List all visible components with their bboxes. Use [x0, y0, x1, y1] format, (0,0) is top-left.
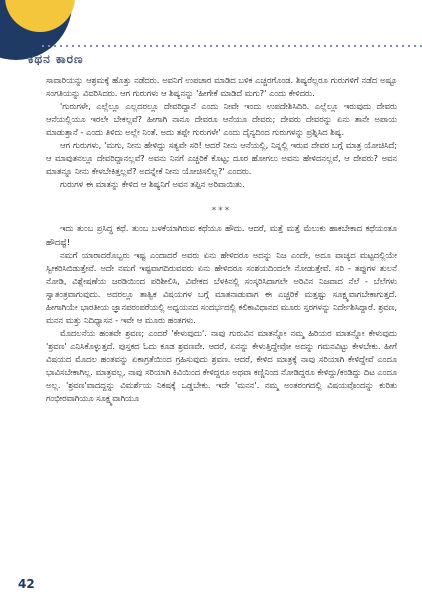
paragraph: 'ಗುರುಗಳೇ, ಎಲ್ಲೆಲ್ಲೂ ಎಲ್ಲದರಲ್ಲೂ ದೇವರಿದ್ದಾನೆ ಎಂದು ನೀವೇ ಇಂದು ಉಪದೇಶಿಸಿದಿರಿ. ಎಲ್ಲೆಲ್ಲೂ ಇರುವುದು ದೇವರು ಆನೆಯಲ್ಲಿಯೂ ಇರಲೇ ಬೇಕಲ್ಲವೆ? ಹೀಗಾಗಿ ನಾನೂ ದೇವರೂ ಆನೆಯೂ ದೇವರು; ದೇವರು ದೇವರನ್ನು ಏನು ತಾನೇ ಅಪಾಯ ಮಾಡುತ್ತಾನೆ - ಎಂದು ತಿಳಿದು ಅಲ್ಲೇ ನಿಂತೆ. ಅದು ತಪ್ಪೇ ಗುರುಗಳೇ' ಎಂದು ದೈನ್ಯದಿಂದ ಗುರುಗಳನ್ನು ಪ್ರಶ್ನಿಸಿದ ಶಿಷ್ಯ.: [46, 101, 397, 138]
page-number: 42: [18, 577, 35, 591]
paragraph: ಮೊದಲನೆಯ ಹಂತವೇ ಶ್ರವಣ; ಎಂದರೆ 'ಕೇಳುವುದು'. ನಾವು ಗುರುವಿನ ಮಾತನ್ನೋ ನಮ್ಮ ಹಿರಿಯರ ಮಾತನ್ನೋ ಕೇಳುವುದು 'ಶ್ರವಣ' ಎನಿಸಿಕೊಳ್ಳುತ್ತದೆ. ಪುಸ್ತಕದ ಓದು ಕೂಡ ಶ್ರವಣವೇ. ಆದರೆ, ಏನನ್ನು ಕೇಳುತ್ತಿದ್ದೇವೋ ಅದನ್ನು ಗಮನವಿಟ್ಟು ಕೇಳಬೇಕು. ಹೀಗೆ ವಿಷಯದ ಮೊದಲ ಹಂತವನ್ನು ಏಕಾಗ್ರತೆಯಿಂದ ಗ್ರಹಿಸುವುದು ಶ್ರವಣ. ಆದರೆ, ಕೇಳಿದ ಮಾತ್ರಕ್ಕೆ ನಾವು ಸರಿಯಾಗಿ ಕೇಳಿದ್ದೇವೆ ಎಂದೂ ಭಾವಿಸಬೇಕಾಗಿಲ್ಲ. ಮಾತ್ರವಲ್ಲ, ನಾವು ಸರಿಯಾಗಿ ಕಿವಿಯಿಂದ ಕೇಳಿದ್ದರೂ ಅಥವಾ ಕಣ್ಣಿನಿಂದ ನೋಡಿದ್ದರೂ ಕೇಳಿದ್ದು/ಕಂಡಿದ್ದು ದಿಟ ಎಂದೂ ಅಲ್ಲ. 'ಶ್ರವಣ'ವಾದದ್ದನ್ನು ವಿಮರ್ಶೆಯ ನಿಕಷಕ್ಕೆ ಒಡ್ಡಬೇಕು. ಇದೇ 'ಮನನ'. ನಮ್ಮ ಅಂತರಂಗದಲ್ಲಿ ವಿಷಯವೊಂದನ್ನು ಕುರಿತು ಗಂಭೀರವಾಗಿಯೂ ಸೂಕ್ಷ್ಮವಾಗಿಯೂ: [46, 327, 397, 404]
paragraph: ಇದು ತುಂಬ ಪ್ರಸಿದ್ಧ ಕಥೆ. ತುಂಬ ಬಳಕೆಯಾಗಿರುವ ಕಥೆಯೂ ಹೌದು. ಆದರೆ, ಮತ್ತೆ ಮತ್ತೆ ಮೆಲುಕು ಹಾಕಬೇಕಾದ ಕಥೆಯಂತೂ ಹೌದಷ್ಟೆ!: [46, 223, 397, 247]
article-body: [46, 74, 397, 405]
section-title: ಕಥನ ಕಾರಣ: [28, 52, 84, 66]
dotted-header-rule: [40, 44, 422, 48]
paragraph: ಗುರುಗಳ ಈ ಮಾತನ್ನು ಕೇಳಿದ ಆ ಶಿಷ್ಯನಿಗೆ ಅವನ ತಪ್ಪಿನ ಅರಿವಾಯಿತು.: [60, 179, 245, 190]
section-separator: ***: [211, 206, 232, 217]
paragraph: ನಮಗೆ ಯಾರಾದರೊಬ್ಬರು ಇಷ್ಟ ಎಂದಾದರೆ ಅವರು ಏನು ಹೇಳಿದರೂ ಅದನ್ನು ನಿಜ ಎಂದೇ, ಅದೂ ವಾಚ್ಯದ ಮಟ್ಟದಲ್ಲಿಯೇ ಸ್ವೀಕರಿಸಿಬಿಡುತ್ತೇವೆ. ಅದೇ ನಮಗೆ ಇಷ್ಟವಾಗದಿರುವವರು ಏನು ಹೇಳಿದರೂ ಸಂಶಯದಿಂದಲೇ ನೋಡುತ್ತೇವೆ. ಸರಿ - ತಪ್ಪುಗಳ ತುಲನೆ ನೋಡಿ, ವಿಶ್ಲೇಷಣೆಯ ಜರಡಿಯಿಂದ ಪರಿಶೀಲಿಸಿ, ವಿವೇಕದ ಬೆಳಕಿನಲ್ಲಿ ಸಂಸ್ಕರಿಸಿದಾಗಲೇ ಅರಿವಿನ ನಿಜವಾದ ನೆಲೆ - ಬೆಲೆಗಳು ಸ್ವಾತಂತ್ರವಾಗುವುದು. ಅದರಲ್ಲೂ ತಾತ್ವಿಕ ವಿಷಯಗಳ ಬಗ್ಗೆ ಮಾತನಾಡುವಾಗ ಈ ಎಚ್ಚರಿಕೆ ಮತ್ತಷ್ಟು ಸೂಕ್ಷ್ಮವಾಗಬೇಕಾಗುತ್ತದೆ. ಹೀಗಾಗಿಯೇ ಭಾರತೀಯ ಜ್ಞಾನಪರಂಪರೆಯಲ್ಲಿ ಅಧ್ಯಯನದ ಸಂದರ್ಭದಲ್ಲಿ ಕಲಿಕಾವಿಧಾನದ ಮೂರು ಸ್ತರಗಳನ್ನು ನಿರ್ದೇಶಿಸಿದ್ದಾರೆ. ಶ್ರವಣ, ಮನನ ಮತ್ತು ನಿದಿಧ್ಯಾಸನ - ಇವೇ ಆ ಮೂರು ಹಂತಗಳು.: [46, 249, 397, 325]
paragraph: ಆಗ ಗುರುಗಳು, 'ಮಗು, ನೀನು ಹೇಳಿದ್ದು ಸತ್ಯವೇ ಸರಿ! ಆದರೆ ನೀನು ಆನೆಯಲ್ಲಿ, ನಿನ್ನಲ್ಲಿ ಇರುವ ದೇವರ ಬಗ್ಗೆ ಮಾತ್ರ ಯೋಚಿಸಿದೆ; ಆ ಮಾವುತನಲ್ಲೂ ದೇವರಿದ್ದಾನಲ್ಲವೆ? ಅವನು ನಿನಗೆ ಎಚ್ಚರಿಕೆ ಕೊಟ್ಟ; ದೂರ ಹೋಗಲು ಅವನು ಹೇಳಿದನಲ್ಲವೆ, ಆ ದೇವರು? ಅವನ ಮಾತನ್ನೂ ನೀನು ಕೇಳಬೇಕಿತ್ತಲ್ಲವೆ? ಅದನ್ನೇಕೆ ನೀನು ಯೋಚಿಸಲಿಲ್ಲ?' ಎಂದರು.: [46, 140, 397, 177]
paragraph: ಸಾವಾರಿಯನ್ನು ಆಶ್ರಮಕ್ಕೆ ಹೊತ್ತು ನಡೆದರು. ಅವನಿಗೆ ಉಪಚಾರ ಮಾಡಿದ ಬಳಿಕ ಎಚ್ಚರಗೊಂಡ. ಶಿಷ್ಯರೆಲ್ಲರೂ ಗುರುಗಳಿಗೆ ನಡೆದ ಅಷ್ಟೂ ಸಂಗತಿಯನ್ನು ವಿವರಿಸಿದರು. ಆಗ ಗುರುಗಳು ಆ ಶಿಷ್ಯನನ್ನು 'ಹೀಗೇಕೆ ಮಾಡಿದೆ ಮಗು?' ಎಂದು ಕೇಳಿದರು.: [46, 75, 397, 99]
